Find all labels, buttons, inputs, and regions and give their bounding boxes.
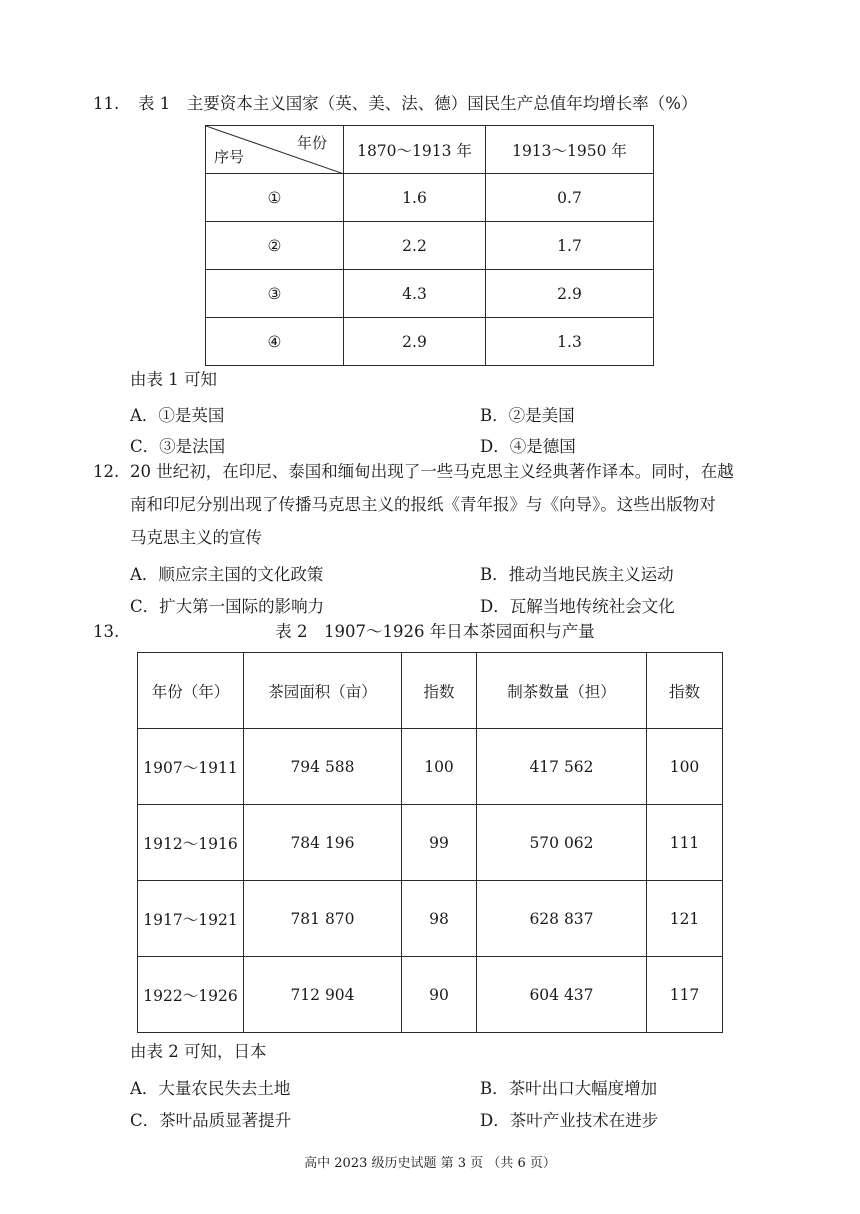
q13-number: 13. — [93, 622, 120, 641]
table2-cell: 100 — [647, 729, 723, 805]
table1-cell: 2.9 — [344, 318, 486, 366]
table2-caption: 表 2 1907～1926 年日本茶园面积与产量 — [275, 622, 595, 641]
table2-cell: 117 — [647, 957, 723, 1033]
q11-option-c[interactable]: C．③是法国 — [130, 437, 226, 456]
page-footer: 高中 2023 级历史试题 第 3 页 （共 6 页） — [304, 1156, 556, 1171]
q12-option-a[interactable]: A．顺应宗主国的文化政策 — [130, 565, 324, 584]
table2-cell: 1917～1921 — [138, 881, 244, 957]
table2-cell: 604 437 — [477, 957, 647, 1033]
q11-number: 11. — [93, 94, 120, 113]
table1 — [205, 125, 654, 366]
q13-option-d[interactable]: D．茶叶产业技术在进步 — [480, 1111, 659, 1130]
table2-cell: 794 588 — [244, 729, 402, 805]
q12-text-line: 20 世纪初，在印尼、泰国和缅甸出现了一些马克思主义经典著作译本。同时，在越 — [130, 462, 734, 481]
table2-cell: 1907～1911 — [138, 729, 244, 805]
q11-option-a[interactable]: A．①是英国 — [130, 406, 225, 425]
q12-text-line: 马克思主义的宣传 — [130, 528, 262, 547]
table1-cell: 2.9 — [486, 270, 654, 318]
table1-cell: 2.2 — [344, 222, 486, 270]
table2-cell: 1912～1916 — [138, 805, 244, 881]
table2-cell: 111 — [647, 805, 723, 881]
q12-text-line: 南和印尼分别出现了传播马克思主义的报纸《青年报》与《向导》。这些出版物对 — [130, 495, 716, 514]
table-row — [206, 222, 654, 270]
table2-cell: 570 062 — [477, 805, 647, 881]
table2-header: 茶园面积（亩） — [244, 653, 402, 729]
q13-option-c[interactable]: C．茶叶品质显著提升 — [130, 1111, 292, 1130]
table1-cell: ② — [206, 222, 344, 270]
table2-cell: 781 870 — [244, 881, 402, 957]
q12-number: 12. — [93, 462, 120, 481]
table2-header: 指数 — [647, 653, 723, 729]
q11-option-b[interactable]: B．②是美国 — [480, 406, 575, 425]
table-row — [138, 805, 723, 881]
table1-cell: ① — [206, 174, 344, 222]
table1-cell: 1.7 — [486, 222, 654, 270]
table2-header: 年份（年） — [138, 653, 244, 729]
table2-cell: 1922～1926 — [138, 957, 244, 1033]
table-row — [138, 881, 723, 957]
table2-header: 制茶数量（担） — [477, 653, 647, 729]
table1-header: 1913～1950 年 — [486, 126, 654, 174]
table-row — [138, 957, 723, 1033]
q12-option-b[interactable]: B．推动当地民族主义运动 — [480, 565, 674, 584]
table2-cell: 417 562 — [477, 729, 647, 805]
q11-option-d[interactable]: D．④是德国 — [480, 437, 576, 456]
table2-cell: 712 904 — [244, 957, 402, 1033]
table1-cell: 4.3 — [344, 270, 486, 318]
table1-header: 1870～1913 年 — [344, 126, 486, 174]
q12-option-d[interactable]: D．瓦解当地传统社会文化 — [480, 597, 675, 616]
table1-cell: ④ — [206, 318, 344, 366]
table1-cell: 1.3 — [486, 318, 654, 366]
table2-cell: 98 — [402, 881, 477, 957]
table-row — [206, 318, 654, 366]
table-row — [138, 729, 723, 805]
table1-cell: ③ — [206, 270, 344, 318]
table-row — [206, 174, 654, 222]
corner-label-year: 年份 — [296, 134, 327, 152]
table1-corner-cell — [206, 126, 344, 174]
table2-cell: 121 — [647, 881, 723, 957]
q11-stem: 由表 1 可知 — [130, 370, 217, 389]
table2-cell: 99 — [402, 805, 477, 881]
table2 — [137, 652, 723, 1033]
table1-cell: 1.6 — [344, 174, 486, 222]
table2-cell: 100 — [402, 729, 477, 805]
table2-header: 指数 — [402, 653, 477, 729]
table2-cell: 628 837 — [477, 881, 647, 957]
table2-cell: 784 196 — [244, 805, 402, 881]
q13-stem: 由表 2 可知，日本 — [130, 1042, 267, 1061]
table1-caption: 表 1 主要资本主义国家（英、美、法、德）国民生产总值年均增长率（%） — [138, 94, 698, 113]
table-row — [206, 270, 654, 318]
table1-cell: 0.7 — [486, 174, 654, 222]
q13-option-b[interactable]: B．茶叶出口大幅度增加 — [480, 1079, 658, 1098]
table2-cell: 90 — [402, 957, 477, 1033]
q13-option-a[interactable]: A．大量农民失去土地 — [130, 1079, 291, 1098]
q12-option-c[interactable]: C．扩大第一国际的影响力 — [130, 597, 325, 616]
corner-label-index: 序号 — [214, 148, 245, 166]
